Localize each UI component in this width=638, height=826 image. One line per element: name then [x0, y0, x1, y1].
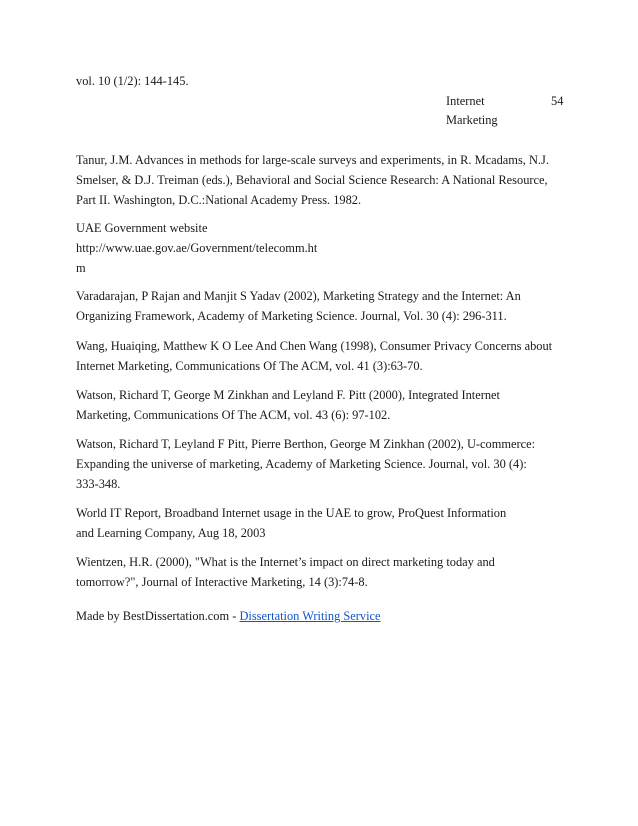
- reference-line: Varadarajan, P Rajan and Manjit S Yadav (2002), Marketing Strategy and the Internet: An: [76, 289, 521, 303]
- reference-entry-tanur: [76, 150, 576, 210]
- reference-entry-uae-website: [76, 218, 576, 278]
- footer-credit: [76, 609, 381, 624]
- reference-entry-watson-2002: [76, 434, 576, 494]
- reference-line: Watson, Richard T, Leyland F Pitt, Pierre Berthon, George M Zinkhan (2002), U-commerce:: [76, 437, 536, 451]
- reference-line: Wientzen, H.R. (2000), "What is the Internet’s impact on direct marketing today and: [76, 555, 495, 569]
- reference-entry-wang: [76, 336, 576, 376]
- footer-prefix: Made by BestDissertation.com -: [76, 609, 240, 623]
- page-number: 54: [551, 94, 564, 108]
- reference-line: Smelser, & D.J. Treiman (eds.), Behavioral and Social Science Research: A National Resource,: [76, 173, 548, 187]
- reference-line: UAE Government website: [76, 221, 208, 235]
- reference-entry-watson-2000: [76, 385, 576, 425]
- reference-url-line: http://www.uae.gov.ae/Government/telecomm.ht: [76, 241, 318, 255]
- reference-entry-world-it-report: [76, 503, 576, 543]
- reference-url-line: m: [76, 261, 86, 275]
- header-section-line1: Internet: [446, 94, 485, 108]
- reference-line: Tanur, J.M. Advances in methods for large-scale surveys and experiments, in R. Mcadams, N.J.: [76, 153, 549, 167]
- reference-line: and Learning Company, Aug 18, 2003: [76, 526, 266, 540]
- header-section-line2: Marketing: [446, 113, 498, 127]
- continued-reference-line: vol. 10 (1/2): 144-145.: [76, 74, 189, 88]
- reference-entry-wientzen: [76, 552, 576, 592]
- reference-line: Wang, Huaiqing, Matthew K O Lee And Chen Wang (1998), Consumer Privacy Concerns about: [76, 339, 553, 353]
- running-header-section: [446, 94, 498, 128]
- dissertation-writing-service-link[interactable]: Dissertation Writing Service: [239, 609, 381, 623]
- reference-entry-varadarajan: [76, 286, 576, 326]
- reference-line: World IT Report, Broadband Internet usage in the UAE to grow, ProQuest Information: [76, 506, 507, 520]
- reference-line: Marketing, Communications Of The ACM, vol. 43 (6): 97-102.: [76, 408, 391, 422]
- reference-line: tomorrow?", Journal of Interactive Marketing, 14 (3):74-8.: [76, 575, 368, 589]
- reference-line: Internet Marketing, Communications Of The ACM, vol. 41 (3):63-70.: [76, 359, 423, 373]
- reference-line: Organizing Framework, Academy of Marketing Science. Journal, Vol. 30 (4): 296-311.: [76, 309, 507, 323]
- reference-line: Expanding the universe of marketing, Academy of Marketing Science. Journal, vol. 30 (4):: [76, 457, 527, 471]
- reference-line: Part II. Washington, D.C.:National Academy Press. 1982.: [76, 193, 362, 207]
- reference-line: 333-348.: [76, 477, 121, 491]
- reference-line: Watson, Richard T, George M Zinkhan and Leyland F. Pitt (2000), Integrated Internet: [76, 388, 501, 402]
